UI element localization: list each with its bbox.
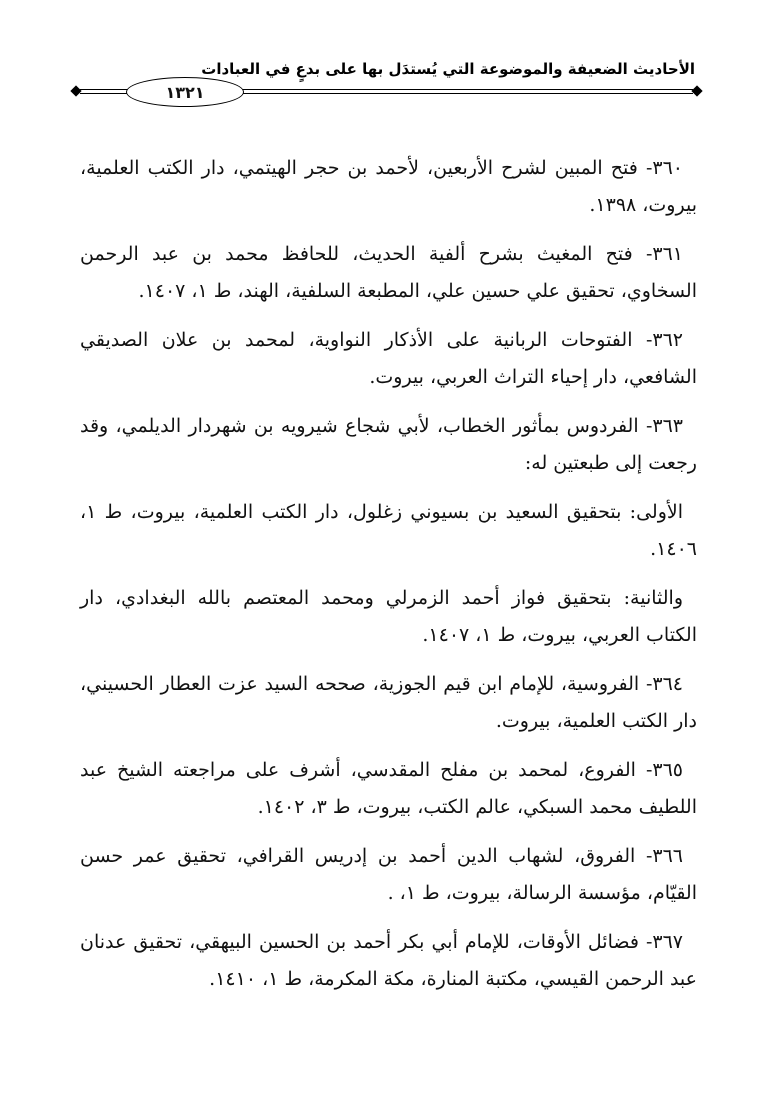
entry-number: ٣٦٠- (645, 157, 683, 179)
entry-text: الفردوس بمأثور الخطاب، لأبي شجاع شيرويه بن شهردار الديلمي، وقد رجعت إلى طبعتين له: (80, 415, 697, 474)
entry-number: ٣٦٥- (645, 759, 684, 781)
bibliography-entry (80, 150, 697, 224)
entry-text: الفتوحات الربانية على الأذكار النواوية، لمحمد بن علان الصديقي الشافعي، دار إحياء التراث العربي، بيروت. (80, 329, 697, 388)
entry-text: فضائل الأوقات، للإمام أبي بكر أحمد بن الحسين البيهقي، تحقيق عدنان عبد الرحمن القيسي، مكتبة المنارة، مكة المكرمة، ط ١، ١٤١٠. (80, 931, 697, 990)
bibliography-entry (80, 408, 697, 482)
entry-number: ٣٦١- (645, 243, 684, 265)
entry-text: فتح المبين لشرح الأربعين، لأحمد بن حجر الهيتمي، دار الكتب العلمية، بيروت، ١٣٩٨. (80, 157, 697, 216)
entry-number: ٣٦٢- (645, 329, 684, 351)
entry-number: ٣٦٧- (645, 931, 684, 953)
edition-paragraph (80, 580, 697, 654)
right-diamond-ornament (691, 85, 702, 96)
entry-text: الفروق، لشهاب الدين أحمد بن إدريس القرافي، تحقيق عمر حسن القيّام، مؤسسة الرسالة، بيروت، ط ١، . (80, 845, 697, 904)
bibliography-entry (80, 666, 697, 740)
left-diamond-ornament (70, 85, 81, 96)
entry-number: ٣٦٤- (645, 673, 683, 695)
bibliography-entry (80, 322, 697, 396)
entry-number: ٣٦٣- (645, 415, 683, 437)
bibliography-entry (80, 236, 697, 310)
running-header (68, 58, 703, 118)
bibliography-entry (80, 838, 697, 912)
bibliography-entry (80, 924, 697, 998)
bibliography-entry (80, 752, 697, 826)
entry-text: فتح المغيث بشرح ألفية الحديث، للحافظ محمد بن عبد الرحمن السخاوي، تحقيق علي حسين علي، المطبعة السلفية، الهند، ط ١، ١٤٠٧. (80, 243, 697, 302)
edition-text: الأولى: بتحقيق السعيد بن بسيوني زغلول، دار الكتب العلمية، بيروت، ط ١، ١٤٠٦. (80, 501, 697, 560)
edition-paragraph (80, 494, 697, 568)
bibliography-list (80, 150, 697, 1010)
header-title: الأحاديث الضعيفة والموضوعة التي يُستدَل بها على بدعٍ في العبادات (201, 60, 695, 78)
entry-text: الفروسية، للإمام ابن قيم الجوزية، صححه السيد عزت العطار الحسيني، دار الكتب العلمية، بيروت. (80, 673, 697, 732)
entry-text: الفروع، لمحمد بن مفلح المقدسي، أشرف على مراجعته الشيخ عبد اللطيف محمد السبكي، عالم الكتب، بيروت، ط ٣، ١٤٠٢. (80, 759, 697, 818)
entry-number: ٣٦٦- (645, 845, 684, 867)
edition-text: والثانية: بتحقيق فواز أحمد الزمرلي ومحمد المعتصم بالله البغدادي، دار الكتاب العربي، بيروت، ط ١، ١٤٠٧. (80, 587, 697, 646)
page-number: ١٣٢١ (126, 77, 244, 107)
